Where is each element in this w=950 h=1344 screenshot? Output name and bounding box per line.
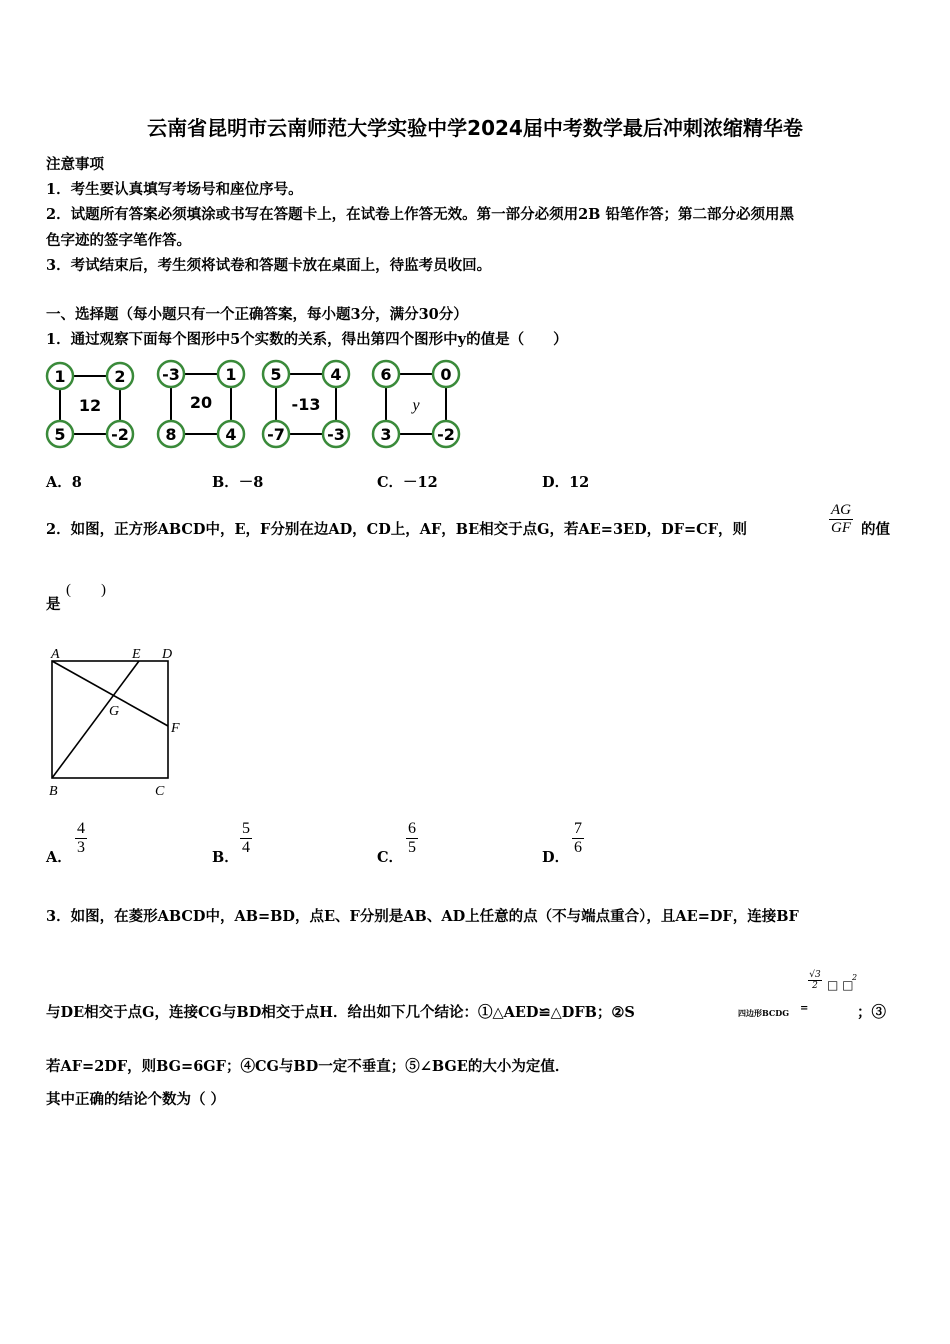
q1-figure-4 [373,361,459,447]
q3-line4: 其中正确的结论个数为（ ） [46,1091,226,1108]
q2-option-d-den: 6 [574,839,582,856]
q2-stem: 2．如图，正方形ABCD中，E，F分别在边AD，CD上，AF，BE相交于点G，若AE=3ED，DF=CF，则 [46,521,748,538]
q2-option-d-num: 7 [574,820,582,837]
q1-f2-bl: 8 [165,425,177,444]
q2-option-a-frac[interactable] [75,820,87,857]
notice-item-1: 1．考生要认真填写考场号和座位序号。 [46,181,303,198]
q2-option-a-den: 3 [77,839,85,856]
q3-line2b: ；③ [857,1004,886,1021]
q2-option-b-den: 4 [242,839,250,856]
q2-option-b-frac[interactable] [240,820,252,857]
q2-label-e: E [132,647,141,662]
q2-option-a-num: 4 [77,820,85,837]
q2-label-g: G [109,704,120,719]
q2-option-c-label[interactable]: C． [377,849,404,866]
q2-line2: 是 [46,596,61,613]
q3-line1: 3．如图，在菱形ABCD中，AB=BD，点E、F分别是AB、AD上任意的点（不与端点重合），且AE=DF，连接BF [46,908,799,925]
notice-item-2: 2．试题所有答案必须填涂或书写在答题卡上，在试卷上作答无效。第一部分必须用2B 铅笔作答；第二部分必须用黑 [46,206,794,223]
q2-option-d-label[interactable]: D． [542,849,570,866]
q2-label-c: C [155,784,165,799]
q1-f1-br: -2 [111,425,129,444]
q1-f1-tr: 2 [114,367,126,386]
q2-stem-end: 的值 [861,521,890,538]
q1-f1-center: 12 [78,396,102,415]
q1-f1-bl: 5 [54,425,66,444]
q2-frac-den: GF [831,520,851,536]
q1-f1-tl: 1 [54,367,66,386]
q3-sqrt3: √3 [809,970,821,980]
q2-option-b-num: 5 [242,820,250,837]
q1-f3-bl: -7 [267,425,285,444]
q1-f3-br: -3 [327,425,345,444]
q1-option-c[interactable]: C．－12 [377,474,438,491]
q1-f4-tr: 0 [440,365,452,384]
q1-figure-2 [158,361,244,447]
q1-f2-br: 4 [225,425,237,444]
q3-subscript: 四边形BCDG [738,1008,790,1018]
q2-frac-num: AG [831,502,851,518]
q3-line2a: 与DE相交于点G，连接CG与BD相交于点H．给出如下几个结论：①△AED≌△DFB；②S [46,1004,635,1021]
notice-item-2-cont: 色字迹的签字笔作答。 [46,232,191,249]
q1-option-d[interactable]: D．12 [542,474,590,491]
q2-label-a: A [51,647,60,662]
q2-paren: ( ) [66,582,106,598]
q1-figure-1 [47,363,133,447]
q1-f4-br: -2 [437,425,455,444]
q2-option-c-den: 5 [408,839,416,856]
q3-boxes: □ □ [827,978,854,992]
q1-figures [40,356,470,456]
q3-sqrt-frac [808,970,822,991]
q1-stem: 1．通过观察下面每个图形中5个实数的关系，得出第四个图形中y的值是（ ） [46,331,568,348]
q1-f2-tr: 1 [225,365,237,384]
q1-f2-tl: -3 [162,365,180,384]
q1-figure-3 [263,361,349,447]
q1-option-b[interactable]: B．－8 [212,474,264,491]
q2-fraction [829,502,853,537]
q3-two: 2 [812,981,818,991]
q1-f3-tr: 4 [330,365,342,384]
q3-sup2: 2 [852,973,858,982]
page-title: 云南省昆明市云南师范大学实验中学2024届中考数学最后冲刺浓缩精华卷 [147,116,803,140]
q2-option-d-frac[interactable] [572,820,584,857]
notice-heading: 注意事项 [46,156,104,173]
q1-f2-center: 20 [189,393,213,412]
q1-f4-tl: 6 [380,365,392,384]
q1-f3-tl: 5 [270,365,282,384]
q2-figure [40,640,200,805]
q1-f4-bl: 3 [380,425,392,444]
section-heading: 一、选择题（每小题只有一个正确答案，每小题3分，满分30分） [46,306,468,323]
q2-option-c-num: 6 [408,820,416,837]
q2-label-d: D [162,647,173,662]
q2-option-c-frac[interactable] [406,820,418,857]
q2-label-b: B [49,784,58,799]
q1-f3-center: -13 [291,395,321,414]
q3-eq: = [800,1003,809,1014]
notice-item-3: 3．考试结束后，考生须将试卷和答题卡放在桌面上，待监考员收回。 [46,257,492,274]
q2-label-f: F [171,721,180,736]
q2-option-a-label[interactable]: A． [46,849,72,866]
q1-f4-center: y [412,397,420,414]
q2-option-b-label[interactable]: B． [212,849,239,866]
q1-option-a[interactable]: A．8 [46,474,82,491]
q3-line3: 若AF=2DF，则BG=6GF；④CG与BD一定不垂直；⑤∠BGE的大小为定值． [46,1058,570,1075]
